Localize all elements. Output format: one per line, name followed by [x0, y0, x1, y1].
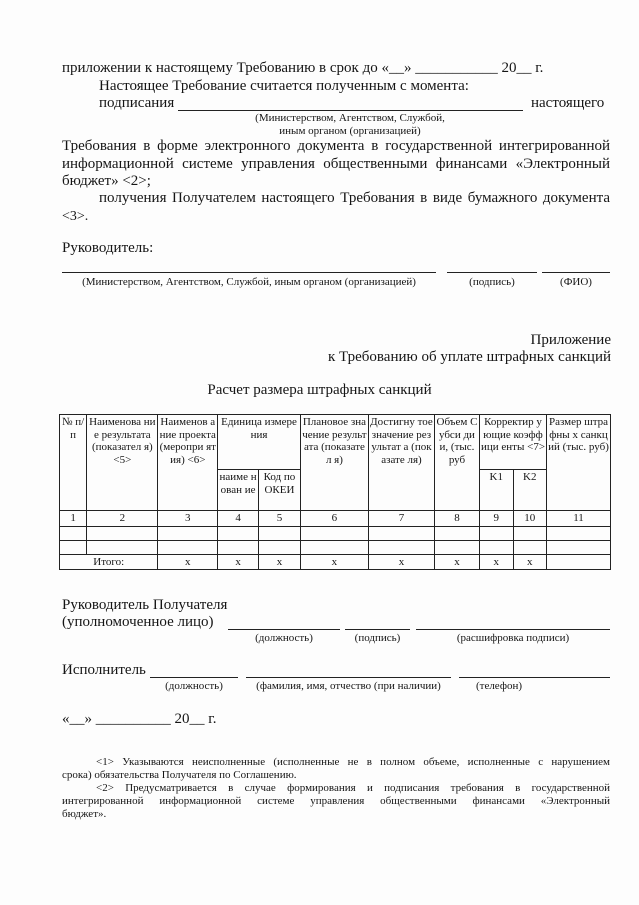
intro-line-7: получения Получателем настоящего Требования в виде бумажного документа — [99, 190, 610, 206]
intro-line-8: <3>. — [62, 209, 89, 224]
authority-fill-line — [178, 110, 523, 111]
signing-label: подписания — [99, 95, 175, 111]
footnote-2-line-3: бюджет». — [62, 808, 107, 820]
executor-position-line — [150, 677, 238, 678]
head-caption-fio: (ФИО) — [560, 276, 592, 288]
header-k2: K2 — [513, 470, 547, 511]
recipient-signature-line — [345, 629, 410, 630]
total-mark: x — [300, 554, 368, 570]
header-penalty: Размер штрафны х санкций (тыс. руб) — [547, 415, 611, 511]
executor-phone-line — [459, 677, 610, 678]
date-line: «__» __________ 20__ г. — [62, 711, 217, 727]
col-number: 8 — [434, 511, 479, 527]
head-caption-authority: (Министерством, Агентством, Службой, иным органом (организацией) — [82, 276, 416, 288]
table-total-row — [60, 554, 611, 570]
recipient-decode-line — [416, 629, 610, 630]
header-achieved: Достигну тое значение результат а (показате ля) — [368, 415, 434, 511]
footnote-2-line-1: <2> Предусматривается в случае формирования и подписания требования в государственной — [96, 782, 610, 794]
total-mark: x — [513, 554, 547, 570]
recipient-caption-decode: (расшифровка подписи) — [456, 632, 570, 644]
col-number: 2 — [87, 511, 158, 527]
head-label: Руководитель: — [62, 240, 154, 256]
header-k1: K1 — [479, 470, 513, 511]
intro-line-6: бюджет» <2>; — [62, 173, 151, 189]
col-number: 7 — [368, 511, 434, 527]
table-number-row — [60, 511, 611, 527]
head-fio-line — [542, 272, 610, 273]
table-row — [60, 526, 611, 540]
recipient-label-2: (уполномоченное лицо) — [62, 614, 214, 630]
executor-caption-name: (фамилия, имя, отчество (при наличии) — [256, 680, 441, 692]
recipient-label-1: Руководитель Получателя — [62, 597, 228, 613]
intro-line-2: Настоящее Требование считается полученным с момента: — [99, 78, 469, 94]
total-label: Итого: — [60, 554, 158, 570]
head-authority-line — [62, 272, 436, 273]
total-mark: x — [158, 554, 218, 570]
header-subsidy: Объем Субси дии, (тыс. руб — [434, 415, 479, 511]
intro-line-4: Требования в форме электронного документа в государственной интегрированной — [62, 138, 610, 154]
header-plan: Плановое значение результата (показател я) — [300, 415, 368, 511]
head-caption-signature: (подпись) — [469, 276, 515, 288]
footnote-1-line-1: <1> Указываются неисполненные (исполненные не в полном объеме, исполненные с нарушением — [96, 756, 610, 768]
col-number: 9 — [479, 511, 513, 527]
table-header-row — [60, 415, 611, 470]
head-signature-line — [447, 272, 537, 273]
total-mark: x — [258, 554, 300, 570]
header-coef: Корректир ующие коэффици енты <7> — [479, 415, 546, 470]
col-number: 3 — [158, 511, 218, 527]
appendix-title-2: к Требованию об уплате штрафных санкций — [327, 349, 611, 365]
col-number: 10 — [513, 511, 547, 527]
penalty-calc-table — [59, 414, 611, 570]
total-mark: x — [368, 554, 434, 570]
col-number: 5 — [258, 511, 300, 527]
header-unit-name: наиме нован ие — [218, 470, 259, 511]
total-mark: x — [218, 554, 259, 570]
header-num: № п/п — [60, 415, 87, 511]
recipient-caption-position: (должность) — [255, 632, 313, 644]
executor-label: Исполнитель — [62, 662, 146, 678]
table-row — [60, 540, 611, 554]
recipient-caption-signature: (подпись) — [354, 632, 401, 644]
col-number: 1 — [60, 511, 87, 527]
col-number: 4 — [218, 511, 259, 527]
header-unit-code: Код по ОКЕИ — [258, 470, 300, 511]
executor-caption-phone: (телефон) — [475, 680, 523, 692]
recipient-position-line — [228, 629, 340, 630]
col-number: 11 — [547, 511, 611, 527]
authority-caption-1: (Министерством, Агентством, Службой, — [255, 112, 445, 124]
intro-line-1: приложении к настоящему Требованию в срок до «__» ___________ 20__ г. — [62, 60, 544, 76]
total-mark: x — [434, 554, 479, 570]
header-project: Наименов ание проекта (меропри ятия) <6> — [158, 415, 218, 511]
signing-suffix: настоящего — [531, 95, 605, 111]
footnote-1-line-2: срока) обязательства Получателя по Соглашению. — [62, 769, 297, 781]
executor-name-line — [246, 677, 451, 678]
header-result: Наименова ние результата (показател я) <5> — [87, 415, 158, 511]
executor-caption-position: (должность) — [165, 680, 223, 692]
col-number: 6 — [300, 511, 368, 527]
total-mark: x — [479, 554, 513, 570]
footnote-2-line-2: интегрированной информационной системе управления общественными финансами «Электронный — [62, 795, 610, 807]
appendix-title-1: Приложение — [530, 332, 611, 348]
intro-line-5: информационной системе управления общественными финансами «Электронный — [62, 156, 610, 172]
appendix-heading: Расчет размера штрафных санкций — [207, 382, 432, 398]
header-unit: Единица измерения — [218, 415, 301, 470]
authority-caption-2: иным органом (организацией) — [279, 125, 421, 137]
